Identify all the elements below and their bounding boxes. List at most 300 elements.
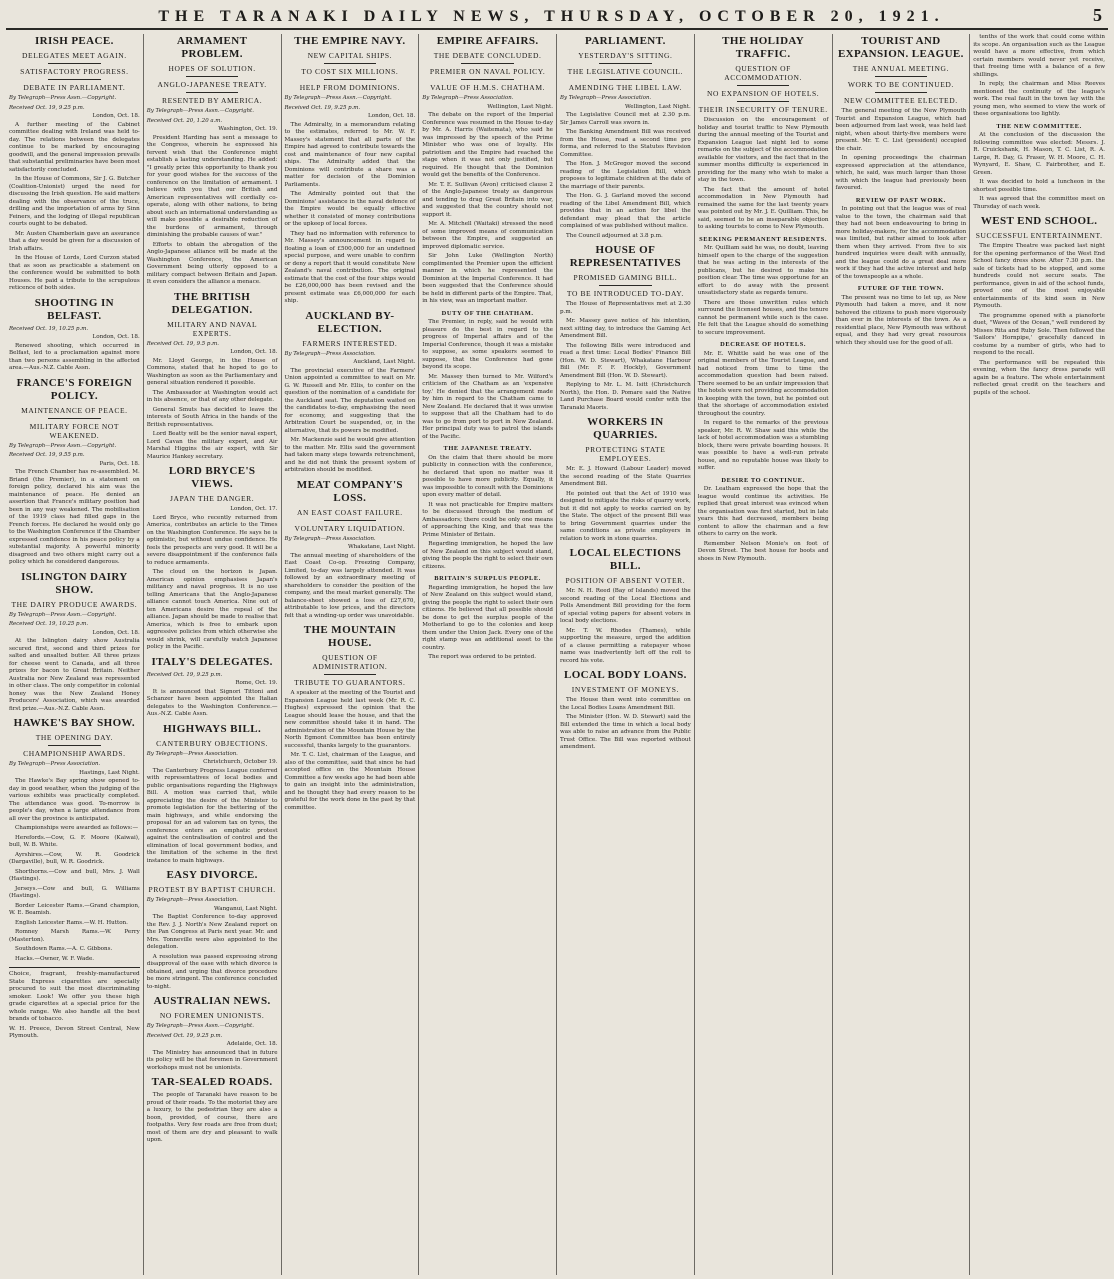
article-body (698, 117, 829, 232)
article-paragraph: A speaker at the meeting of the Tourist and Expansion League held last week (Mr. R. C. Hughes) expressed the opinion that the League should lease the house, and that the new committee should take it in hand. The administration of the Mountain House by the North Egmont Committee has been entirely successful, thanks largely to the guarantors. (284, 690, 416, 749)
wire-credit: By Telegraph—Press Assn.—Copyright. (284, 95, 392, 101)
article-paragraph: The present was no time to let up, as New Plymouth had taken a move, and it now behoved the citizens to push more vigorously than ever in the interests of the town. As a residential place, New Plymouth was without equal, and they had very great resources which they should use for the good of all. (835, 294, 967, 346)
article-deck: THE DAIRY PRODUCE AWARDS. (11, 599, 138, 609)
article-paragraph: The Ministry has announced that in future its policy will be that foremen in Government workshops must not be unionists. (146, 1049, 278, 1071)
deck-rule (461, 79, 513, 80)
article-paragraph: They had no information with reference to Mr. Massey's announcement in regard to floating a loan of £500,000 for an undefined special purpose, and were unable to confirm or deny a report that it would constitute New Zealand's naval contribution. The original estimate that the cost of the four ships would be £26,000,000 has been revised and the present estimate was £6,000,000 for each ship. (284, 230, 416, 304)
wire-credit: By Telegraph—Press Association. (9, 761, 101, 767)
article-dateline: Wanganui, Last Night. (213, 905, 278, 912)
article-dateline: Rome, Oct. 19. (235, 680, 278, 686)
article-paragraph: Mr. Mackenzie said he would give attention to the matter. Mr. Ellis said the government had taken many steps towards retrenchment, and he did not think the present system of arbitration should be modified. (284, 437, 416, 473)
article (560, 244, 691, 412)
wire-credit: By Telegraph—Press Association. (422, 95, 514, 101)
deck-rule (324, 79, 376, 80)
article-paragraph: Mr. T. C. List, chairman of the League, and also of the committee, said that since he had accepted office on the Mountain House Committee a few weeks ago he had been able to gain an insight into the administration, and he thought they had every reason to be grateful for the work done in the past by that committee. (284, 752, 416, 811)
article-deck: FARMERS INTERESTED. (302, 338, 398, 348)
article (285, 310, 416, 475)
article-deck: THE OPENING DAY. (35, 733, 114, 742)
article-body (9, 778, 140, 963)
article-paragraph: The performance will be repeated this evening, when the fancy dress parade will again be a feature. The whole entertainment reflected great credit on the teachers and pupils of the school. (973, 359, 1105, 396)
article-deck: POSITION OF ABSENT VOTER. (565, 576, 686, 585)
wire-credit: By Telegraph—Press Association. (284, 350, 376, 357)
article-deck: ANGLO-JAPANESE TREATY. (157, 80, 267, 89)
article-body (422, 112, 553, 306)
article-paragraph: The House then went into committee on the Local Bodies Loans Amendment Bill. (560, 697, 691, 711)
newspaper-column (833, 34, 971, 1275)
received-time: Received Oct. 19, 10.25 p.m. (9, 621, 89, 627)
article (147, 291, 278, 462)
deck-rule (48, 418, 100, 419)
deck-rule (599, 63, 651, 64)
article-paragraph: In pointing out that the league was of real value to the town, the chairman said that they had not been endeavouring to bring in more holiday-makers, for the accommodation was limited, but rather aimed to look after them when they arrived. From five to six hundred inquiries were dealt with annually, and the league could do a great deal more work if they had the active interest and help of the townspeople as a whole. (835, 206, 967, 280)
wire-credit: By Telegraph—Press Association. (560, 95, 652, 101)
article-headline: AUSTRALIAN NEWS. (153, 995, 271, 1007)
article-paragraph: A further meeting of the Cabinet committee dealing with Ireland was held to-day. The relations between the delegates continue to be marked by encouraging goodwill, and the general impression prevails that substantial preliminaries have been most satisfactorily concluded. (9, 121, 140, 173)
article-paragraph: The Empire Theatre was packed last night for the opening performance of the West End School fancy dress show. After 7.30 p.m. the sale of tickets had to be stopped, and some hundreds could not secure seats. The performance, given in aid of the school funds, proved one of the most enjoyable entertainments of its kind seen in New Plymouth. (973, 243, 1105, 309)
article (147, 869, 278, 991)
article-paragraph: The House of Representatives met at 2.30 p.m. (560, 301, 691, 315)
article-dateline: Christchurch, October 19. (203, 759, 278, 765)
article-paragraph: In opening proceedings the chairman expressed appreciation at the attendance, which, he said, was much larger than those with which the league had previously been favoured. (835, 155, 967, 191)
article-paragraph: The Hon. G. J. Garland moved the second reading of the Libel Amendment Bill, which provides that in an action for libel the defendant may plead that the article complained of was published without malice. (560, 193, 691, 229)
article-paragraph: In the House of Lords, Lord Curzon stated that as soon as practicable a statement on the conference would be submitted to both Houses. He paid a tribute to the scrupulous reticence of both sides. (9, 255, 140, 291)
article-deck: THE DEBATE CONCLUDED. (433, 51, 542, 60)
article-headline: LORD BRYCE'S VIEWS. (168, 465, 256, 490)
article (147, 995, 278, 1072)
article-paragraph: Championships were awarded as follows:— (15, 825, 139, 831)
article-deck: AN EAST COAST FAILURE. (297, 507, 403, 517)
article-subhead: SEEKING PERMANENT RESIDENTS. (699, 235, 828, 243)
wire-credit: By Telegraph—Press Assn.—Copyright. (146, 1023, 254, 1029)
article-deck: HELP FROM DOMINIONS. (299, 83, 401, 92)
article-paragraph: The people of Taranaki have reason to be proud of their roads. To the motorist they are a luxury, to the pedestrian they are also a boon, provided, of course, there are footpaths. Very few roads are free from dust; most of them are dry and pleasant to walk upon. (146, 1092, 278, 1143)
article-subhead: DECREASE OF HOTELS. (720, 341, 807, 348)
article-deck: DELEGATES MEET AGAIN. (22, 51, 127, 60)
article-paragraph: The Legislative Council met at 2.30 p.m. Sir James Carroll was sworn in. (560, 112, 691, 126)
article-paragraph: Mr. E. J. Howard (Labour Leader) moved the second reading of the State Quarries Amendment Bill. (560, 466, 691, 487)
article (836, 35, 967, 193)
article-paragraph: Mr. A. Mitchell (Waitaki) stressed the need of some improved means of communication between the Empire, and suggested an improved diplomatic service. (422, 221, 553, 250)
article-dateline: London, Oct. 18. (92, 629, 140, 636)
article-headline: SHOOTING IN BELFAST. (34, 296, 115, 322)
received-time: Received Oct. 19, 10.25 p.m. (9, 325, 89, 332)
newspaper-column (6, 34, 144, 1275)
article-paragraph: Mr. Lloyd George, in the House of Commons, stated that he hoped to go to Washington as soon as the Parliamentary and general situation rendered it possible. (146, 357, 278, 386)
article-deck: DEBATE IN PARLIAMENT. (23, 83, 126, 92)
article-headline: ARMAMENT PROBLEM. (176, 35, 248, 60)
article-deck: MILITARY AND NAVAL EXPERTS. (167, 319, 258, 338)
article (973, 123, 1105, 212)
article-paragraph: Remember Nelson Monie's on foot of Devon Street. The best house for boots and shoes in New Plymouth. (697, 540, 829, 562)
article-paragraph: Mr. Massey then turned to Mr. Wilford's criticism of the Chatham as an 'expensive toy.' He denied that the arrangement made by him in regard to the Chatham came to New Zealand. He declared that it was unwise to suppose that all the Chatham had to do was to go from port to port in New Zealand. Her principal duty was to patrol the islands of the Pacific. (422, 373, 553, 440)
article (9, 35, 140, 293)
article (9, 717, 140, 963)
article-paragraph: Discussion on the encouragement of holiday and tourist traffic to New Plymouth during the annual meeting of the Tourist and Expansion League last night led to some remarks on the subject of the accommodation available for visitors, and the fact that in the summer months difficulty is experienced in providing for the many who wish to make a stay in the town. (697, 117, 829, 183)
article-body (698, 486, 829, 563)
ad-paragraph: W. H. Preece, Devon Street Central, New Plymouth. (9, 1025, 140, 1039)
article-deck: SATISFACTORY PROGRESS. (20, 67, 129, 76)
deck-rule (875, 92, 927, 93)
article (698, 477, 829, 564)
article-paragraph: Mr. Quilliam said he was, no doubt, leaving himself open to the charge of the suggestion that he was acting in the interests of the publicans, but he desired to make his position clear. The time was opportune for an effort to do away with the present unsatisfactory state as regards tenure. (697, 245, 829, 296)
article-body (560, 112, 691, 240)
wire-credit: By Telegraph—Press Assn.—Copyright. (9, 95, 117, 101)
article-headline: AUCKLAND BY-ELECTION. (305, 309, 395, 335)
article-paragraph: Hacks.—Owner, W. F. Wade. (15, 955, 95, 962)
deck-rule (48, 63, 100, 64)
article-deck: HOPES OF SOLUTION. (168, 64, 256, 73)
article-paragraph: Border Leicester Rams.—Grand champion, W. E. Beamish. (9, 902, 140, 916)
article-body (9, 122, 140, 293)
article-body (973, 132, 1105, 211)
article-paragraph: Mr. T. W. Rhodes (Thames), while supporting the measure, urged the addition of a clause permitting a ratepayer whose name was inadvertently left off the roll to record his vote. (560, 627, 691, 664)
article-paragraph: At the Islington dairy show Australia secured first, second and third prizes for salted and unsalted butter. All three prizes for cheese went to Canada, and all three prizes for bacon to Great Britain. Neither Australia nor New Zealand was represented in other class. The only competitor in colonial honey was the New Zealand Honey Producers' Association, which was awarded first prize.—Aus.-N.Z. Cable Assn. (9, 638, 140, 712)
article-paragraph: He pointed out that the Act of 1910 was designed to mitigate the risks of quarry work, but it did not apply to works carried on by the State. The object of the present Bill was to bring Government quarries under the same conditions as private employers in relation to work in stone quarries. (560, 490, 691, 542)
article-deck: NEW COMMITTEE ELECTED. (844, 96, 958, 105)
deck-rule (48, 745, 100, 746)
deck-rule (737, 101, 789, 102)
article-deck: JAPAN THE DANGER. (170, 494, 255, 503)
article-headline: WEST END SCHOOL. (980, 215, 1098, 227)
article-deck: PROMISED GAMING BILL. (573, 273, 678, 282)
article-deck: QUESTION OF ACCOMMODATION. (724, 64, 803, 82)
article-paragraph: The Minister (Hon. W. D. Stewart) said the Bill extended the time in which a local body was able to raise an advance from the Public Trust Office. The Bill was reported without amendment. (560, 714, 691, 750)
article (147, 1076, 278, 1145)
article-body (698, 245, 829, 337)
newspaper-column (970, 34, 1108, 1275)
article-body (973, 243, 1105, 397)
article-body (560, 301, 691, 412)
page-number: 5 (1093, 5, 1104, 25)
article-body (836, 108, 967, 193)
article-deck: MILITARY FORCE NOT WEAKENED. (29, 421, 120, 440)
deck-rule (737, 85, 789, 86)
article-paragraph: There are those unwritten rules which surround the licensed houses, and the tenure cannot be permanent while such is the case. He felt that the League should do something to secure improvement. (697, 299, 829, 336)
article-headline: LOCAL BODY LOANS. (563, 669, 687, 681)
article-body (147, 515, 278, 652)
article-headline: THE BRITISH DELEGATION. (171, 290, 253, 316)
article-paragraph: Regarding immigration, he hoped the law of New Zealand on this subject would stand, giving the people the right to select their own citizens. He believed that all possible should be done to get the surplus people of the Motherland to go to the colonies and keep them under the Union Jack. Every one of the right stamp was an additional asset to the country. (422, 584, 553, 651)
article (973, 34, 1105, 119)
article-dateline: Adelaide, Oct. 18. (226, 1041, 278, 1047)
article-paragraph: In regard to the remarks of the previous speaker, Mr. R. W. Shaw said this while the lack of hotel accommodation was a stumbling block, there were private boarding houses. It was possible to have a well-run private house, and no reputable house was likely to suffer. (697, 420, 829, 471)
article-paragraph: On the claim that there should be more publicity in connection with the conference, he declared that upon no matter was it possible to have more publicity. Equally, it was impossible to consult with the Dominions upon every matter of detail. (422, 454, 553, 498)
article (147, 723, 278, 866)
article-subhead: FUTURE OF THE TOWN. (857, 285, 944, 292)
article-paragraph: Efforts to obtain the abrogation of the Anglo-Japanese alliance will be made at the Washington Conference, the American Government being utterly opposed to a military compact between Britain and Japan. It even considers the alliance a menace. (146, 241, 278, 285)
article-paragraph: General Smuts has decided to leave the interests of South Africa in the hands of the British representatives. (146, 406, 278, 428)
article-paragraph: The Admiralty, in a memorandum relating to the estimates, referred to Mr. W. F. Massey's statement that all parts of the Empire had agreed to contribute towards the cost and maintenance of four new capital ships. The Admiralty added that the Dominions will contribute a share was a matter for decision of the Dominion Parliaments. (284, 121, 416, 188)
article-paragraph: English Leicester Rams.—W. H. Hutton. (15, 919, 128, 926)
article-paragraph: Mr. N. H. Reed (Bay of Islands) moved the second reading of the Local Elections and Polls Amendment Bill providing for the form of special voting papers for absent voters in local body elections. (560, 588, 691, 624)
article-paragraph: The Hon. J. McGregor moved the second reading of the Legislation Bill, which proposes to legitimate children at the date of the marriage of their parents. (560, 161, 691, 190)
article-dateline: Hastings, Last Night. (79, 769, 140, 776)
article (836, 285, 967, 347)
article-headline: THE MOUNTAIN HOUSE. (303, 624, 397, 649)
wire-credit: By Telegraph—Press Association. (284, 535, 376, 542)
newspaper-column (557, 34, 695, 1275)
article-headline: HAWKE'S BAY SHOW. (13, 717, 136, 729)
article-deck: THEIR INSECURITY OF TENURE. (698, 105, 828, 114)
deck-rule (186, 92, 238, 93)
received-time: Received Oct. 19, 9.25 p.m. (146, 1032, 223, 1039)
received-time: Received Oct. 20, 1.20 a.m. (146, 117, 223, 124)
article-paragraph: The programme opened with a pianoforte duet, "Waves of the Ocean," well rendered by Misses Rita and Ruby Sole. Then followed the 'Sailors' Hornpipe,' gracefully danced in costume by a number of girls, who had to respond to the recall. (973, 312, 1105, 356)
article (147, 35, 278, 287)
received-time: Received Oct. 19, 9.5 p.m. (146, 340, 219, 347)
article-body (560, 697, 691, 752)
article-body (147, 768, 278, 866)
article-dateline: London, Oct. 18. (368, 113, 416, 119)
wire-credit: By Telegraph—Press Assn.—Copyright. (146, 108, 254, 114)
article-dateline: London, Oct. 18. (230, 349, 278, 355)
article-deck: WORK TO BE CONTINUED. (847, 80, 954, 89)
received-time: Received Oct. 19, 9.25 p.m. (146, 671, 223, 678)
article-body (9, 343, 140, 373)
article (836, 197, 967, 282)
article-subhead: THE JAPANESE TREATY. (443, 445, 532, 452)
article-paragraph: At the conclusion of the discussion the following committee was elected: Messrs. J. R. Cruickshank, H. Mason, T. C. List, R. A. Large, R. Day, G. Fraser, W. H. Moore, C. H. Wynyard, E. Shaw, C. Fairbrother, and E. Green. (973, 132, 1105, 176)
article-deck: QUESTION OF ADMINISTRATION. (312, 653, 388, 671)
article-dateline: London, Oct. 18. (92, 113, 140, 119)
article-headline: EMPIRE AFFAIRS. (436, 35, 539, 47)
article-headline: TAR-SEALED ROADS. (151, 1076, 273, 1088)
article-paragraph: The Premier, in reply, said he would with pleasure do the best in regard to the progress of Imperial affairs and of the Imperial Conference, though it was a mistake to suppose, as some speakers seemed to suppose, that the Conference had gone beyond its scope. (422, 319, 553, 370)
article-headline: THE HOLIDAY TRAFFIC. (722, 35, 805, 60)
article-subhead: DESIRE TO CONTINUE. (721, 476, 805, 484)
article-paragraph: Shorthorns.—Cow and bull, Mrs. J. Wall (Hastings). (9, 868, 140, 882)
article-dateline: Whakatane, Last Night. (347, 544, 416, 550)
article-body (285, 553, 416, 621)
article-body (422, 455, 553, 572)
deck-rule (324, 63, 376, 64)
article (285, 479, 416, 621)
column-grid (6, 34, 1108, 1275)
received-time: Received Oct. 19, 9.25 p.m. (9, 104, 85, 111)
deck-rule (875, 76, 927, 77)
article-paragraph: It was not practicable for Empire matters to be discussed through the medium of Ambassadors; there could be only one means of approaching the King, and that was the Prime Minister of Britain. (422, 501, 553, 538)
article-paragraph: The annual meeting of shareholders of the East Coast Co-op. Freezing Company, Limited, to-day was largely attended. It was followed by an extraordinary meeting of shareholders to consider the position of the company, and the meat market generally. The balance-sheet showed a loss of £27,670, attributable to low prices, and the directors felt that a winding-up order was unavoidable. (284, 552, 416, 619)
article-deck: TRIBUTE TO GUARANTORS. (294, 678, 406, 687)
wire-credit: By Telegraph—Press Association. (146, 897, 238, 903)
article (560, 547, 691, 665)
article-paragraph: Mr. E. Whittle said he was one of the original members of the Tourist League, and had noticed from time to time the accommodation question had been raised. There seemed to be an unfair impression that the hotels were not providing accommodation in keeping with the town, but he pointed out that the shortage of accommodation existed throughout the country. (697, 350, 829, 417)
article-body (147, 135, 278, 287)
article-paragraph: tenths of the work that could come within its scope. An organisation such as the League would have a more effective, from which certain members would never yet receive, that freeing time with a balance of a few shillings. (973, 34, 1105, 78)
article-paragraph: The Hawke's Bay spring show opened to-day in good weather, when the judging of the various exhibits was practically completed. The attendance was good. To-morrow is people's day, when a large attendance from all over the province is anticipated. (9, 778, 140, 822)
article-paragraph: The report was ordered to be printed. (428, 654, 536, 660)
article-paragraph: It was decided to hold a luncheon in the shortest possible time. (973, 179, 1105, 193)
article-paragraph: Jerseys.—Cow and bull, G. Williams (Hastings). (9, 885, 140, 899)
deck-rule (324, 674, 376, 675)
article-deck: PREMIER ON NAVAL POLICY. (429, 67, 546, 76)
article-body (422, 319, 553, 441)
article-deck: TO BE INTRODUCED TO-DAY. (566, 289, 684, 298)
article-body (147, 1092, 278, 1145)
article-paragraph: It is announced that Signori Tittoni and Schanzer have been appointed the Italian delegates to the Washington Conference.—Aus.-N.Z. Cable Assn. (146, 688, 278, 717)
article-subhead: DUTY OF THE CHATHAM. (441, 309, 534, 317)
advertisement (9, 967, 140, 1041)
article-body (9, 638, 140, 713)
article (285, 624, 416, 812)
article-subhead: BRITAIN'S SURPLUS PEOPLE. (434, 575, 541, 582)
article-paragraph: In the House of Commons, Sir J. G. Butcher (Coalition-Unionist) urged the need for discussing the Irish question. He said matters dealing with the observance of the truce, drilling and the importation of arms by Sinn Feiners, and the lodging of illegal republican courts ought to be debated. (9, 176, 140, 227)
article (560, 35, 691, 240)
article-deck: NO FOREMEN UNIONISTS. (159, 1011, 265, 1020)
deck-rule (461, 63, 513, 64)
article-dateline: London, Oct. 17. (230, 506, 278, 512)
article-body (560, 466, 691, 543)
ad-paragraph: Choice, fragrant, freshly-manufactured State Express cigarettes are specially procured to suit the most discriminating smoker. Look! We offer you these high grade cigarettes at a special price for the whole range. We also handle all the best brands of tobacco. (9, 971, 140, 1022)
article-paragraph: The Ambassador at Washington would act in his absence, or that of any other delegate. (146, 389, 278, 403)
article-headline: ITALY'S DELEGATES. (151, 655, 273, 668)
article-paragraph: Lord Bryce, who recently returned from America, contributes an article to the Times on the Washington Conference. He says he is optimistic, but without undue confidence. He feels the prospects are very good. It will be a severe disappointment if the conference fails to reduce armaments. (146, 514, 278, 566)
article-body (285, 368, 416, 475)
article-paragraph: The following Bills were introduced and read a first time: Local Bodies' Finance Bill (Hon. W. D. Stewart), Whakatane Harbour Bill (Mr. F. F. Hockly), Government Amendment Bill (Hon. W. D. Stewart). (560, 342, 691, 379)
article-deck: VALUE OF H.M.S. CHATHAM. (430, 83, 546, 92)
article-paragraph: The Canterbury Progress League conferred with representatives of local bodies and public organisations regarding the Highways Bill. A motion was carried that, while appreciating the desire of the Minister to promote legislation for the bettering of the main highways, and while endorsing the proposal for an ad valorem tax on tyres, the conference enters an emphatic protest against the centralisation of control and the elimination of local government bodies, and the limitation of the scheme in the first instance to main highways. (146, 767, 278, 864)
article (560, 669, 691, 752)
article-body (422, 585, 553, 662)
article-paragraph: Mr. Austen Chamberlain gave an assurance that a day would be given for a discussion of Irish affairs. (9, 230, 140, 252)
article (422, 575, 553, 662)
deck-rule (599, 79, 651, 80)
article-body (560, 588, 691, 665)
received-time: Received Oct. 19, 9.25 p.m. (284, 104, 361, 111)
article-dateline: Auckland, Last Night. (353, 359, 416, 365)
article-deck: SUCCESSFUL ENTERTAINMENT. (975, 231, 1103, 240)
article-headline: ISLINGTON DAIRY SHOW. (21, 570, 128, 596)
article (560, 416, 691, 543)
article-paragraph: The provincial executive of the Farmers' Union appointed a committee to wait on Mr. G. W. Russell and Mr. Ellis, to confer on the question of the nomination of a candidate for the Auckland seat. The deputation waited on the candidates to-day, emphasising the need for economy, and suggesting that the Arbitration Court be suspended, or, in the alternative, that its powers be modified. (284, 367, 416, 434)
article-paragraph: Southdown Rams.—A. C. Gibbons. (15, 946, 113, 952)
article-paragraph: The Banking Amendment Bill was received from the House, read a second time pro forma, and referred to the Statutes Revision Committee. (560, 129, 691, 158)
article-dateline: Wellington, Last Night. (487, 103, 553, 110)
article-paragraph: Mr. T. E. Sullivan (Avon) criticised clause 2 of the Anglo-Japanese treaty as dangerous and tending to drag Great Britain into war, and suggested that the country should not support it. (422, 181, 553, 218)
article-headline: THE EMPIRE NAVY. (294, 35, 406, 47)
article-paragraph: The debate on the report of the Imperial Conference was resumed in the House to-day by Mr. A. Harris (Waitemata), who said he was impressed by the speech of the Prime Minister who was one of loyalty. His patriotism and the Empire had reached the stage when it was not only justified, but required. He thought that the Dominion would get the benefits of the Conference. (422, 112, 553, 178)
article-deck: NEW CAPITAL SHIPS. (307, 51, 393, 60)
article-paragraph: Lord Beatty will be the senior naval expert, Lord Cavan the military expert, and Air Marshal Higgins the air expert, with Sir Maurice Hankey secretary. (146, 431, 278, 460)
article-body (836, 206, 967, 281)
article (9, 297, 140, 373)
article-deck: THE ANNUAL MEETING. (852, 64, 950, 73)
article-headline: WORKERS IN QUARRIES. (587, 416, 664, 441)
article-dateline: Paris, Oct. 18. (99, 460, 140, 467)
article-headline: FRANCE'S FOREIGN POLICY. (16, 376, 133, 402)
article-paragraph: The fact that the amount of hotel accommodation in New Plymouth had remained the same for the last twenty years was pointed out by Mr. J. E. Quilliam. This, he said, seemed to be an inseparable objection to asking tourists to come to New Plymouth. (697, 186, 829, 230)
article-paragraph: Ayrshires.—Cow, W. R. Goodrick (Dargaville), bull, W. R. Goodrick. (9, 851, 140, 865)
wire-credit: By Telegraph—Press Assn.—Copyright. (9, 611, 117, 618)
article (698, 236, 829, 338)
article-body (973, 34, 1105, 119)
article-deck: CANTERBURY OBJECTIONS. (156, 738, 269, 748)
article-paragraph: It was agreed that the committee meet on Thursday of each week. (973, 196, 1105, 210)
article-deck: PROTECTING STATE EMPLOYEES. (585, 445, 666, 463)
deck-rule (48, 79, 100, 80)
article-headline: TOURIST AND EXPANSION. LEAGUE. (837, 35, 964, 60)
article-subhead: THE NEW COMMITTEE. (996, 122, 1082, 130)
article (422, 310, 553, 442)
article-deck: CHAMPIONSHIP AWARDS. (23, 749, 126, 758)
article-headline: EASY DIVORCE. (166, 869, 258, 881)
article-deck: TO COST SIX MILLIONS. (301, 67, 399, 76)
article-paragraph: The Baptist Conference to-day approved the Rev. J. J. North's New Zealand report on the Pan Congress at Paris next year. Mr. and Mrs. Tonneville were also appointed to the delegation. (146, 914, 278, 950)
article (147, 656, 278, 719)
deck-rule (599, 285, 651, 286)
deck-rule (186, 76, 238, 77)
article-headline: PARLIAMENT. (585, 35, 666, 47)
newspaper-column (419, 34, 557, 1275)
article-deck: NO EXPANSION OF HOTELS. (706, 89, 820, 98)
article (285, 35, 416, 306)
article-deck: RESENTED BY AMERICA. (161, 96, 263, 105)
wire-credit: By Telegraph—Press Association. (146, 750, 238, 757)
newspaper-column (144, 34, 282, 1275)
article-paragraph: Herefords.—Cow, G. F. Moore (Kaiwai), bull, W. B. White. (9, 834, 140, 848)
article-body (698, 351, 829, 473)
article-body (285, 122, 416, 306)
article-body (147, 1050, 278, 1073)
masthead-title: THE TARANAKI DAILY NEWS, THURSDAY, OCTOBER 20, 1921. (158, 8, 945, 25)
article-paragraph: Sir John Luke (Wellington North) complimented the Premier upon the efficient manner in which he represented the Dominion at the Imperial Conference. It had been suggested that the Conference should be held in different parts of the Empire. That, in his view, was an important matter. (422, 253, 553, 304)
article-paragraph: Regarding immigration, he hoped the law of New Zealand on this subject would stand, giving the people the right to select their own citizens. (422, 541, 553, 570)
received-time: Received Oct. 19, 9.55 p.m. (9, 452, 85, 458)
article-deck: THE LEGISLATIVE COUNCIL. (567, 67, 684, 76)
article-paragraph: The general meeting of the New Plymouth Tourist and Expansion League, which had been adjourned from last week, was held last night, when about thirty-five members were present. Mr. T. C. List (president) occupied the chair. (835, 108, 967, 152)
article-paragraph: The Council adjourned at 3.8 p.m. (566, 232, 663, 239)
article-deck: YESTERDAY'S SITTING. (578, 51, 673, 60)
deck-rule (324, 520, 376, 521)
article-paragraph: Mr. Massey gave notice of his intention, next sitting day, to introduce the Gaming Act Amendment Bill. (560, 318, 691, 339)
article-body (285, 690, 416, 812)
article-paragraph: Dr. Leatham expressed the hope that the league would continue its activities. He replied that great interest was evinced when the organisation was first started, but in late years this had decreased, members being content to allow the chairman and a few others to carry on the work. (697, 486, 829, 537)
newspaper-column (695, 34, 833, 1275)
article-body (147, 914, 278, 991)
article-paragraph: The Admiralty pointed out that the Dominions' assistance in the naval defence of the Empire would be equally effective whether it consisted of money contributions or the upkeep of local forces. (284, 191, 416, 227)
article-headline: HOUSE OF REPRESENTATIVES (569, 244, 682, 269)
article-paragraph: In reply, the chairman and Miss Reeves mentioned the continuity of the league's work. The real fault in the town lay with the young men, who seemed to view the work of these organisations too lightly. (973, 81, 1105, 117)
masthead (6, 4, 1108, 30)
article-paragraph: A resolution was passed expressing strong disapproval of the ease with which divorce is obtained, and urging that divorce procedure be more stringent. The conference concluded to-night. (146, 953, 278, 990)
article-body (147, 689, 278, 719)
article-paragraph: Romney Marsh Rams.—W. Perry (Masterton). (9, 929, 140, 943)
article-headline: IRISH PEACE. (34, 35, 114, 47)
article-deck: PROTEST BY BAPTIST CHURCH. (148, 885, 276, 894)
article (9, 377, 140, 567)
article (973, 215, 1105, 397)
wire-credit: By Telegraph—Press Assn.—Copyright. (9, 442, 117, 449)
article-paragraph: The French Chamber has re-assembled. M. Briand (the Premier), in a statement on foreign policy, declared his aim was the maintenance of peace. He denied an assertion that France's military position had been in any way weakened. The mobilisation of the 1919 class had filled gaps in the French forces. He declared he would only go to the Washington Conference if the Chamber expressed confidence in his peace policy by a substantial majority. A powerful minority disagreed and two others might carry out a policy which he considered dangerous. (9, 469, 140, 565)
article-paragraph: Replying to Mr. L. M. Isitt (Christchurch North), the Hon. D. Pomare said the Native Land Purchase Board would confer with the Taranaki Maoris. (560, 382, 691, 411)
article (698, 35, 829, 232)
newspaper-column (282, 34, 420, 1275)
article-body (9, 469, 140, 567)
article-paragraph: Renewed shooting, which occurred in Belfast, led to a proclamation against more than two persons assembling in the affected area.—Aus.-N.Z. Cable Assn. (9, 342, 140, 371)
article-headline: MEAT COMPANY'S LOSS. (296, 478, 403, 504)
article-deck: INVESTMENT OF MONEYS. (571, 685, 679, 694)
article-dateline: London, Oct. 18. (92, 334, 140, 340)
article-paragraph: The cloud on the horizon is Japan. American opinion emphasises Japan's militancy and naval progress. It is no use telling Americans that the Anglo-Japanese alliance cannot touch America. Nine out of ten Americans desire the repeal of the alliance. Japan should be made to realise that America, which is free to embark upon aggressive policies from which otherwise she would shrink, will carefully watch Japanese policy in the Pacific. (146, 569, 278, 650)
article-subhead: REVIEW OF PAST WORK. (855, 196, 946, 204)
article-body (836, 295, 967, 348)
article (422, 35, 553, 306)
article-paragraph: President Harding has sent a message to the Congress, wherein he expressed his fervent wish that the Conference might establish a lasting understanding. He added: "I greatly prize this opportunity to thank you for your good wishes for the success of the conference on the limitation of armament. I believe with you that our British and American representatives will cordially co-operate, along with other nations, to bring about such an international understanding as will make possible a desirable reduction of the burdens of armament, through diminishing the probable causes of war." (146, 134, 278, 238)
article-dateline: Washington, Oct. 19. (218, 126, 278, 132)
article (422, 445, 553, 571)
article (698, 341, 829, 473)
article-deck: MAINTENANCE OF PEACE. (21, 405, 128, 415)
